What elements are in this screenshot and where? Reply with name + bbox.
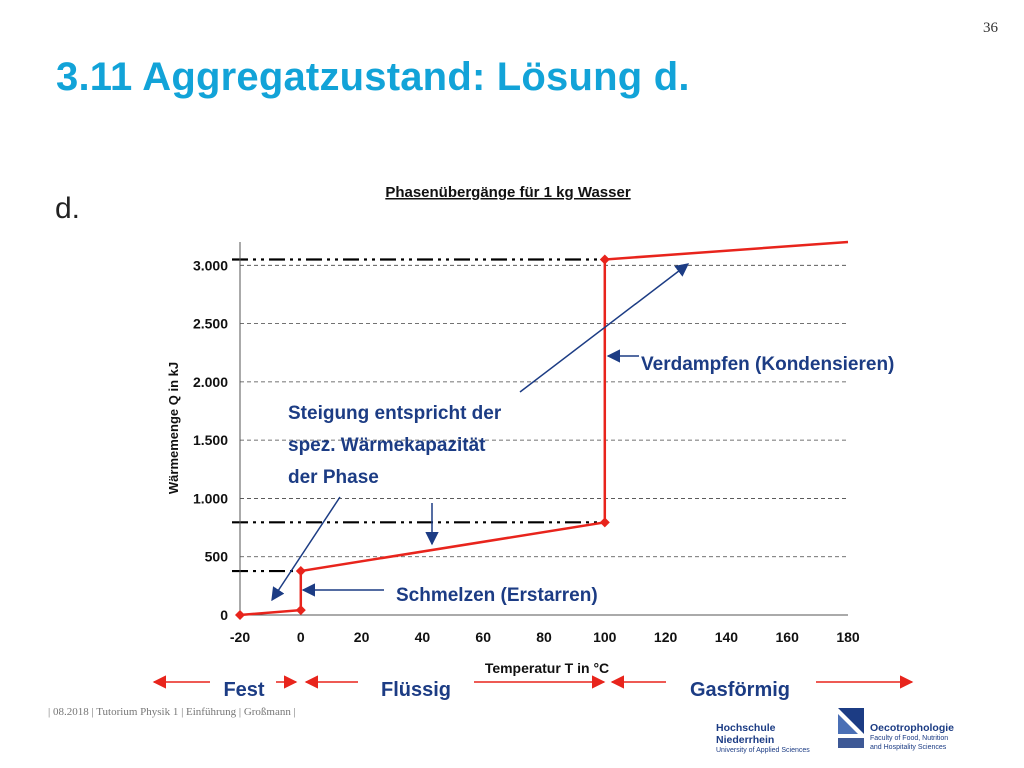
- y-tick-label-0: 0: [220, 607, 228, 623]
- chart-title: Phasenübergänge für 1 kg Wasser: [385, 184, 631, 201]
- data-point-2: [296, 566, 306, 576]
- y-tick-label-6: 3.000: [192, 257, 228, 274]
- arrow-steigung-solid: [272, 497, 340, 600]
- phase-label-fest: Fest: [223, 679, 265, 701]
- data-point-4: [600, 254, 610, 264]
- logo-right-sub2: and Hospitality Sciences: [870, 744, 947, 751]
- logo-right-name: Oecotrophologie: [870, 722, 954, 734]
- x-tick-label-1: 0: [296, 629, 305, 645]
- data-point-1: [296, 605, 306, 615]
- y-axis-label: Wärmemenge Q in kJ: [166, 361, 181, 495]
- data-point-0: [235, 610, 245, 620]
- hochschule-logo-icon: [836, 706, 866, 750]
- logo-left-sub: University of Applied Sciences: [716, 747, 810, 754]
- x-axis-label: Temperatur T in °C: [484, 660, 610, 676]
- x-tick-label-2: 20: [353, 629, 370, 645]
- x-tick-label-7: 120: [653, 629, 678, 645]
- annotation-steigung-line1: Steigung entspricht der: [288, 403, 502, 424]
- hochschule-logo-text: [716, 722, 834, 755]
- y-tick-labels: [193, 257, 228, 623]
- annotation-steigung-line3: der Phase: [288, 467, 379, 488]
- phase-label-gasfoermig: Gasförmig: [689, 679, 791, 701]
- slide-title: 3.11 Aggregatzustand: Lösung d.: [56, 55, 690, 99]
- x-tick-label-10: 180: [836, 629, 860, 645]
- x-tick-label-8: 140: [714, 629, 739, 645]
- x-tick-label-0: -20: [229, 629, 251, 645]
- series-group: [235, 242, 848, 620]
- footer-text: | 08.2018 | Tutorium Physik 1 | Einführung | Großmann |: [48, 706, 296, 718]
- y-tick-label-1: 500: [204, 548, 228, 565]
- x-tick-label-6: 100: [593, 629, 617, 645]
- faculty-logo-text: [870, 722, 980, 752]
- slide-number: 36: [983, 20, 998, 36]
- x-tick-label-3: 40: [414, 629, 431, 645]
- x-tick-label-9: 160: [775, 629, 799, 645]
- logo-left-name: Hochschule Niederrhein: [716, 722, 776, 746]
- phase-label-fluessig: Flüssig: [380, 679, 452, 701]
- annotation-schmelzen: Schmelzen (Erstarren): [396, 585, 598, 606]
- x-tick-labels: [230, 629, 860, 645]
- x-tick-label-4: 60: [475, 629, 491, 645]
- subpoint-label: d.: [55, 192, 81, 225]
- annotation-steigung-line2: spez. Wärmekapazität: [288, 435, 486, 456]
- x-tick-label-5: 80: [536, 629, 552, 645]
- logo-right-sub1: Faculty of Food, Nutrition: [870, 735, 949, 742]
- annotation-verdampfen: Verdampfen (Kondensieren): [641, 354, 895, 375]
- y-tick-label-4: 2.000: [192, 373, 228, 390]
- series-line-0: [240, 242, 848, 615]
- y-tick-label-5: 2.500: [192, 315, 228, 332]
- y-tick-label-2: 1.000: [192, 490, 228, 507]
- y-tick-label-3: 1.500: [192, 432, 228, 449]
- data-point-3: [600, 517, 610, 527]
